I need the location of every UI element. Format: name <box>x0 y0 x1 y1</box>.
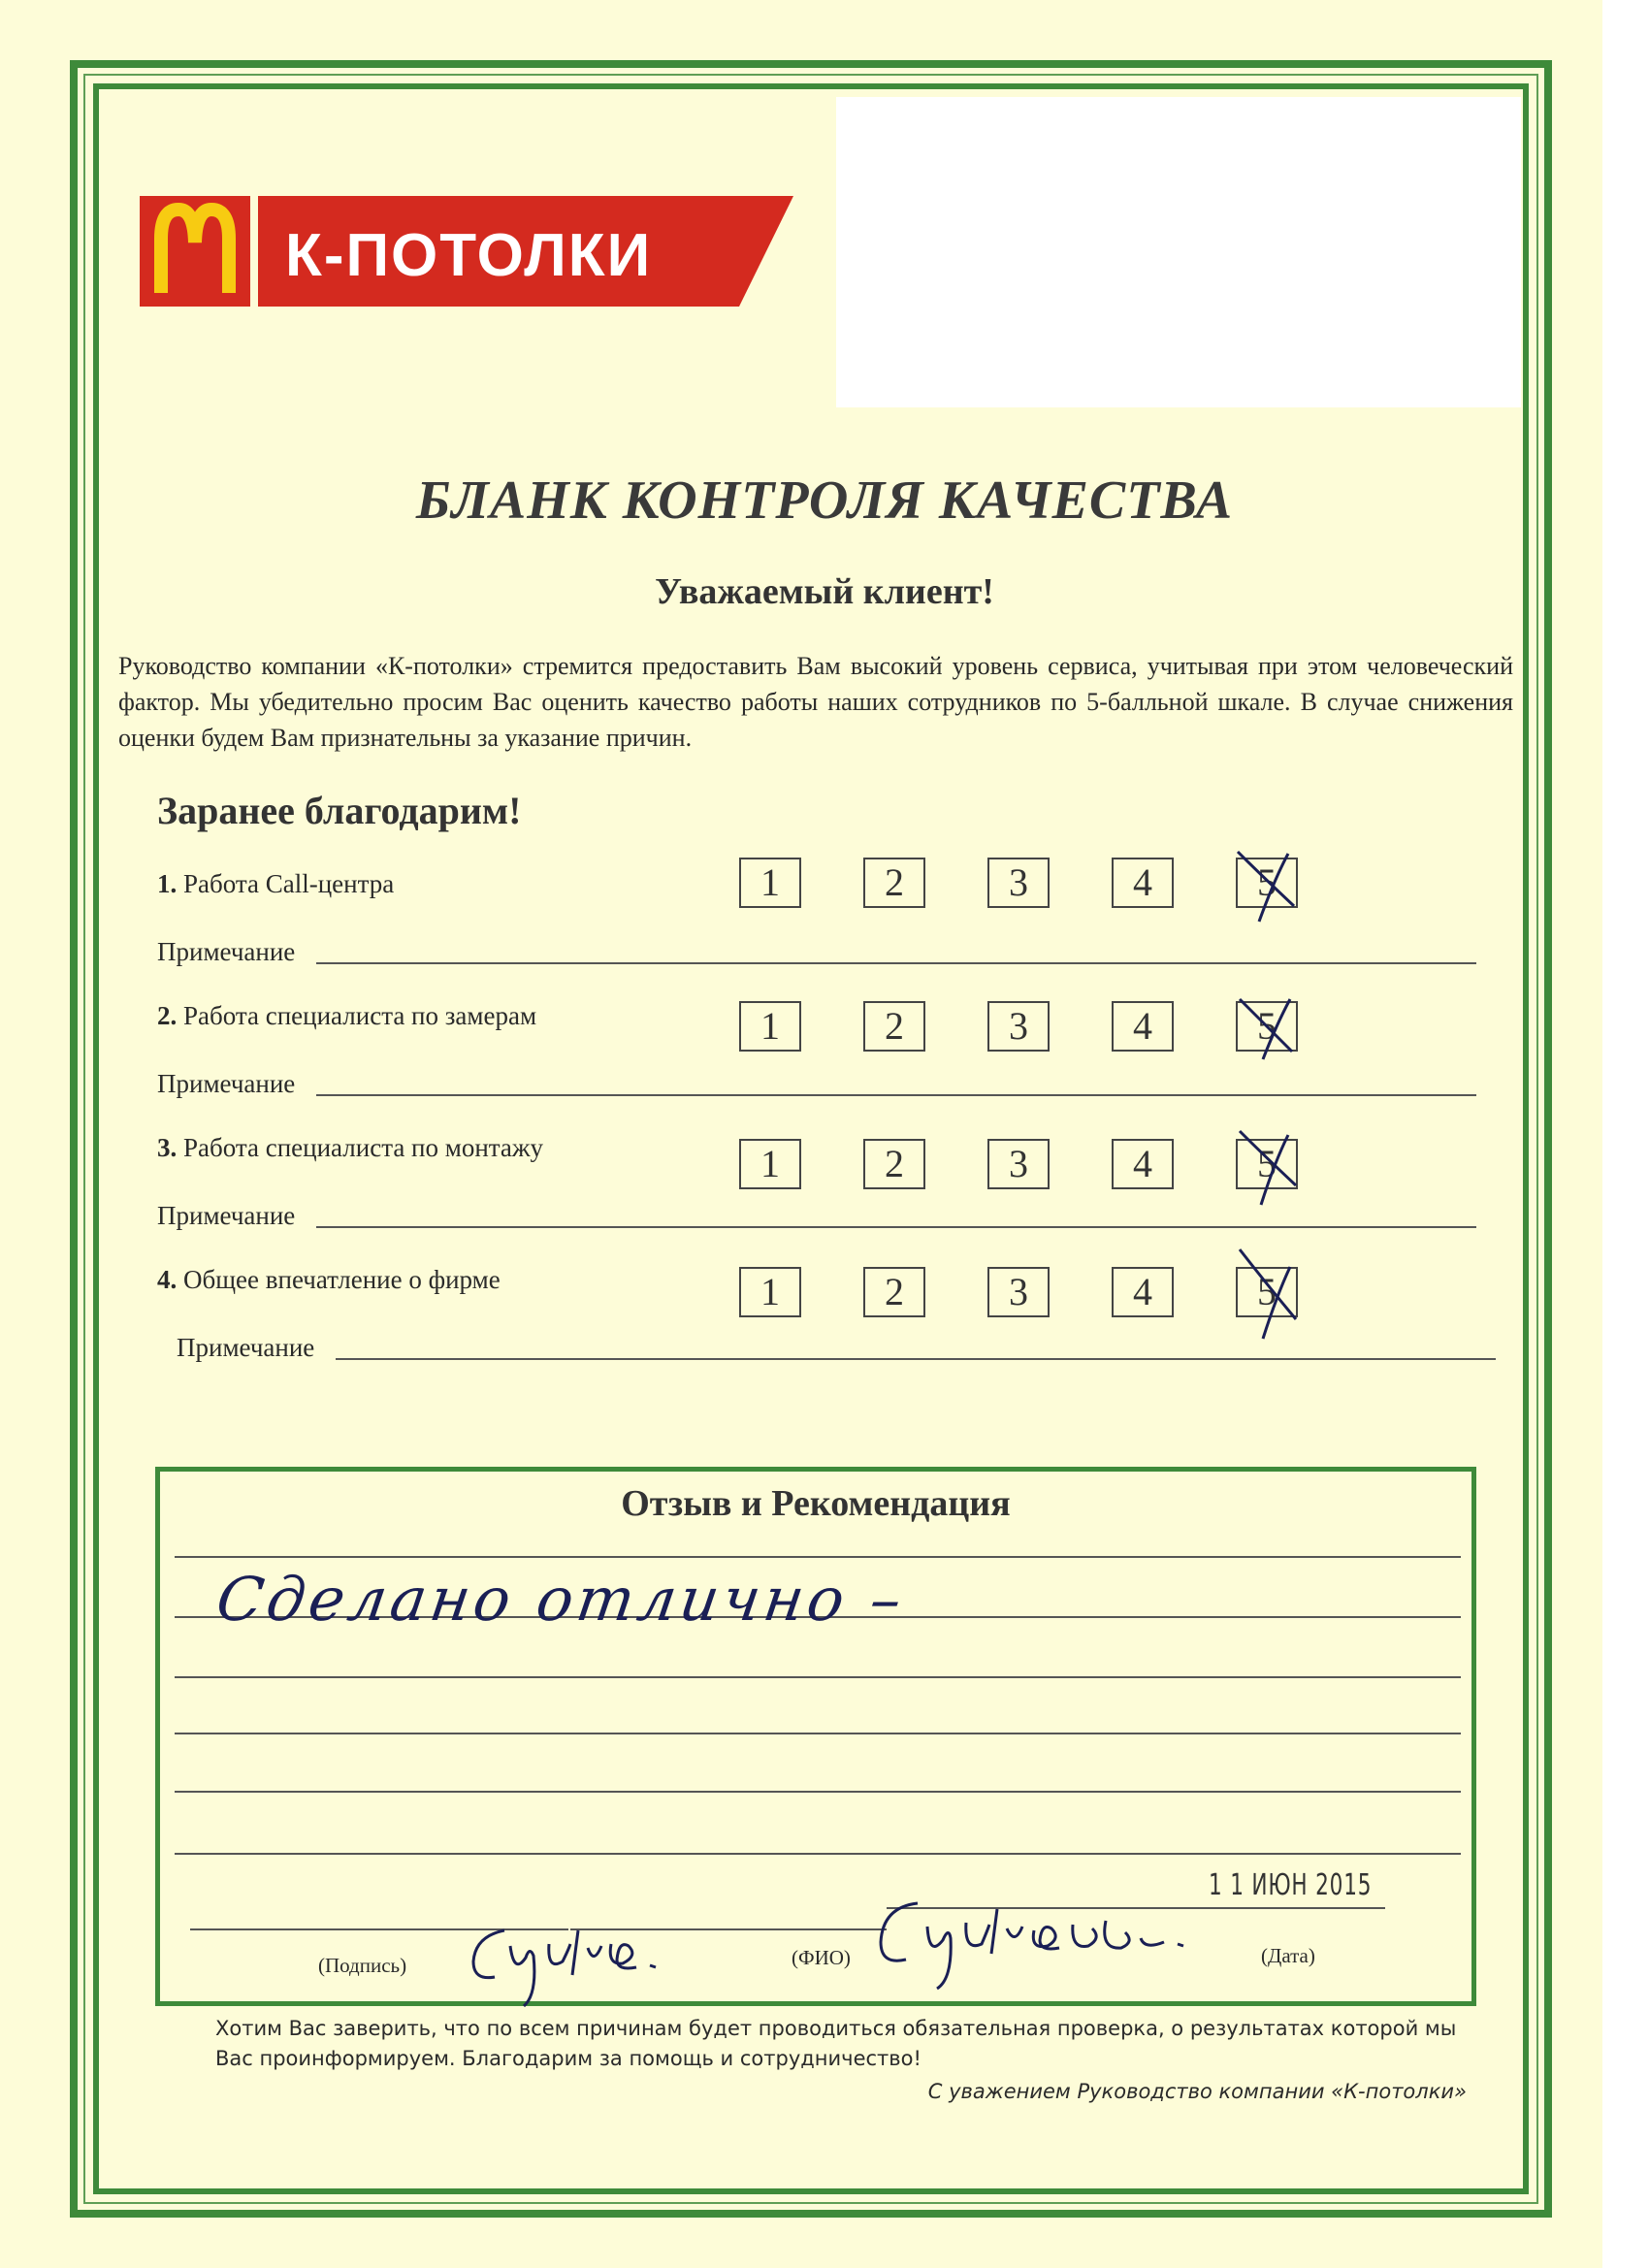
footer-note: Хотим Вас заверить, что по всем причинам будет проводиться обязательная проверка, о результатах которой мы Вас проинформируем. Благодарим за помощь и сотрудничество! <box>215 2017 1457 2070</box>
question-3-note-line[interactable] <box>316 1226 1476 1228</box>
date-stamp: 1 1 ИЮН 2015 <box>1209 1868 1373 1902</box>
name-handwriting <box>873 1892 1242 1989</box>
q4-rating-3[interactable]: 3 <box>987 1267 1050 1317</box>
signature-handwriting <box>466 1917 757 1994</box>
question-1-label: 1. Работа Call-центра <box>157 869 395 898</box>
review-line[interactable] <box>175 1676 1461 1678</box>
q2-rating-2[interactable]: 2 <box>863 1001 925 1052</box>
q2-rating-4[interactable]: 4 <box>1112 1001 1174 1052</box>
review-title: Отзыв и Рекомендация <box>621 1483 1011 1524</box>
review-line[interactable] <box>175 1733 1461 1734</box>
question-3-label: 3. Работа специалиста по монтажу <box>157 1133 544 1162</box>
footer-regards: С уважением Руководство компании «К-потолки» <box>927 2080 1467 2103</box>
q1-rating-5[interactable] <box>1236 858 1298 908</box>
q1-rating-1[interactable]: 1 <box>739 858 801 908</box>
q4-rating-5-label: 5 <box>1257 1270 1277 1313</box>
question-2-label: 2. Работа специалиста по замерам <box>157 1001 537 1030</box>
review-section <box>155 1467 1476 2006</box>
greeting: Уважаемый клиент! <box>655 571 994 612</box>
q4-check-mark-icon <box>1232 1238 1308 1331</box>
review-line[interactable] <box>175 1556 1461 1558</box>
question-2-note-label: Примечание <box>157 1069 296 1098</box>
review-line[interactable] <box>175 1791 1461 1793</box>
q4-rating-4[interactable]: 4 <box>1112 1267 1174 1317</box>
handwritten-review: Сделано отлично – <box>211 1564 910 1635</box>
q1-rating-2[interactable]: 2 <box>863 858 925 908</box>
q1-rating-4[interactable]: 4 <box>1112 858 1174 908</box>
question-1-note-label: Примечание <box>157 937 296 966</box>
signature-label: (Подпись) <box>318 1954 407 1977</box>
q1-check-mark-icon <box>1232 846 1308 923</box>
page-edge <box>1602 0 1649 2268</box>
q3-rating-1[interactable]: 1 <box>739 1139 801 1189</box>
q1-rating-5-label: 5 <box>1257 860 1277 904</box>
question-1-note-line[interactable] <box>316 962 1476 964</box>
q3-rating-3[interactable]: 3 <box>987 1139 1050 1189</box>
q3-rating-4[interactable]: 4 <box>1112 1139 1174 1189</box>
q2-rating-5-label: 5 <box>1257 1004 1277 1048</box>
q3-rating-5[interactable] <box>1236 1139 1298 1189</box>
form-title: БЛАНК КОНТРОЛЯ КАЧЕСТВА <box>415 470 1234 531</box>
q2-rating-5[interactable] <box>1236 1001 1298 1052</box>
q1-rating-3[interactable]: 3 <box>987 858 1050 908</box>
q3-rating-5-label: 5 <box>1257 1142 1277 1185</box>
q3-rating-2[interactable]: 2 <box>863 1139 925 1189</box>
name-label: (ФИО) <box>792 1946 851 1969</box>
q2-check-mark-icon <box>1232 989 1308 1067</box>
thanks-heading: Заранее благодарим! <box>157 789 522 832</box>
question-3-note-label: Примечание <box>157 1201 296 1230</box>
question-4-note-line[interactable] <box>336 1358 1496 1360</box>
review-line[interactable] <box>175 1853 1461 1855</box>
q3-check-mark-icon <box>1232 1127 1308 1205</box>
q4-rating-5[interactable] <box>1236 1267 1298 1317</box>
question-4-label: 4. Общее впечатление о фирме <box>157 1265 501 1294</box>
date-label: (Дата) <box>1261 1944 1315 1967</box>
logo-text: К-ПОТОЛКИ <box>285 222 653 289</box>
question-2-note-line[interactable] <box>316 1094 1476 1096</box>
q4-rating-1[interactable]: 1 <box>739 1267 801 1317</box>
intro-paragraph: Руководство компании «К-потолки» стремится предоставить Вам высокий уровень сервиса, учитывая при этом человеческий фактор. Мы убедительно просим Вас оценить качество работы наших сотрудников по 5-балльной шкале. В случае снижения оценки будем Вам признательны за указание причин. <box>118 652 1513 752</box>
company-logo <box>140 192 793 310</box>
q2-rating-1[interactable]: 1 <box>739 1001 801 1052</box>
question-4-note-label: Примечание <box>177 1333 315 1362</box>
redacted-area <box>836 97 1521 407</box>
q4-rating-2[interactable]: 2 <box>863 1267 925 1317</box>
q2-rating-3[interactable]: 3 <box>987 1001 1050 1052</box>
